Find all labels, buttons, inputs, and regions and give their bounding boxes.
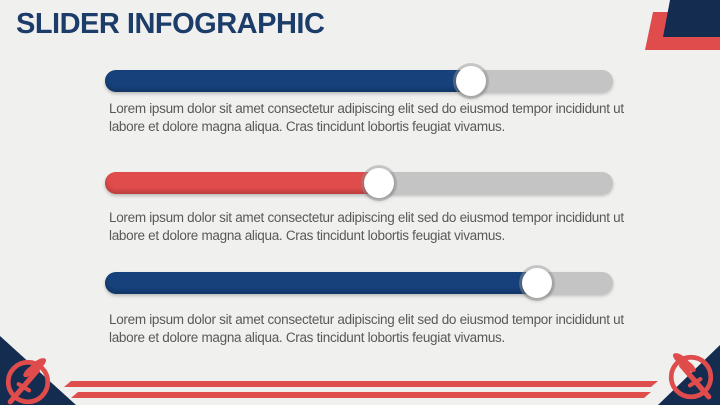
dart-icon	[3, 356, 53, 405]
slider-handle[interactable]	[456, 66, 486, 96]
bottom-red-stripe	[64, 381, 658, 387]
slider-track[interactable]	[105, 70, 613, 92]
slider-fill	[105, 172, 379, 194]
page-title: SLIDER INFOGRAPHIC	[16, 8, 325, 40]
slider-description: Lorem ipsum dolor sit amet consectetur adipiscing elit sed do eiusmod tempor incididunt ut labore et dolore magna aliqua. Cras tincidunt lobortis feugiat vivamus.	[109, 101, 624, 134]
slider-handle[interactable]	[522, 268, 552, 298]
bottom-red-stripe	[71, 392, 651, 398]
dart-icon	[666, 351, 716, 401]
slider-track[interactable]	[105, 272, 613, 294]
slider-track[interactable]	[105, 172, 613, 194]
slider-handle[interactable]	[364, 168, 394, 198]
slider-description: Lorem ipsum dolor sit amet consectetur adipiscing elit sed do eiusmod tempor incididunt ut labore et dolore magna aliqua. Cras tincidunt lobortis feugiat vivamus.	[109, 312, 624, 345]
top-right-navy-parallelogram	[660, 0, 720, 37]
slider-description: Lorem ipsum dolor sit amet consectetur adipiscing elit sed do eiusmod tempor incididunt ut labore et dolore magna aliqua. Cras tincidunt lobortis feugiat vivamus.	[109, 210, 624, 243]
slider-fill	[105, 70, 471, 92]
slider-fill	[105, 272, 537, 294]
